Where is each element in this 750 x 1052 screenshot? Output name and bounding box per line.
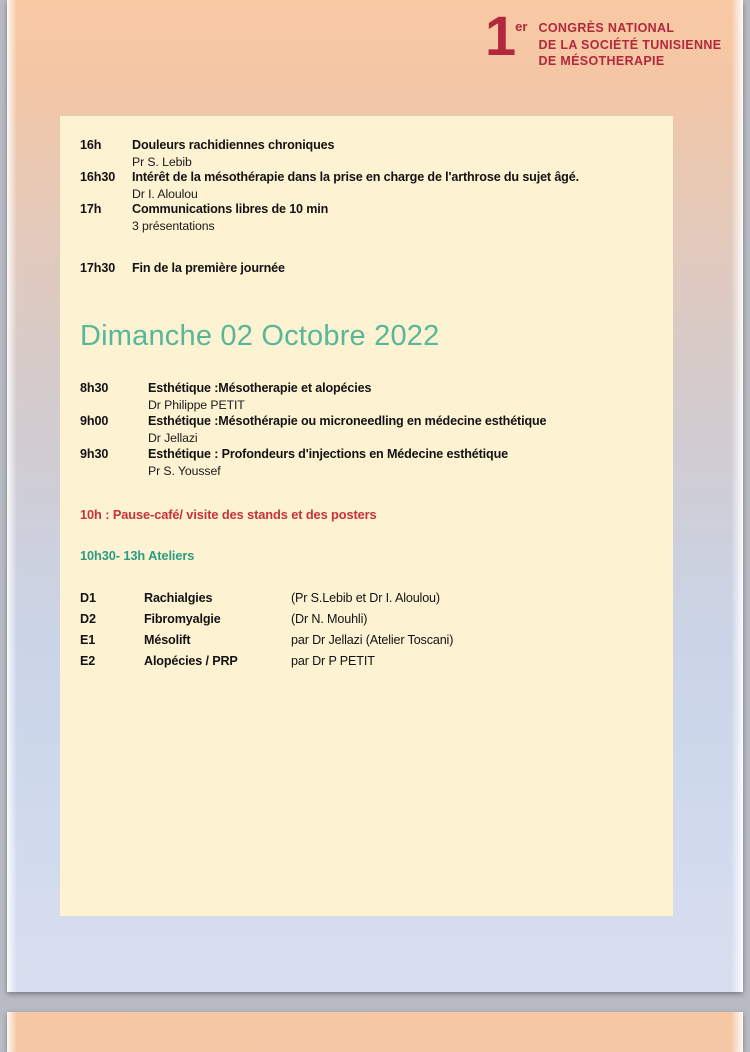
session-title: Intérêt de la mésothérapie dans la prise en charge de l'arthrose du sujet âgé. [132,170,579,184]
schedule-row [80,381,659,395]
session-speaker: 3 présentations [132,219,215,233]
logo-ordinal-suffix: er [515,19,528,34]
logo-title-line-2: DE LA SOCIÉTÉ TUNISIENNE [538,37,722,52]
schedule-row [80,414,659,428]
document-page-1 [7,0,743,992]
table-row [80,591,453,612]
schedule-row [80,170,659,184]
workshop-name: Mésolift [144,633,191,647]
schedule-item [80,138,659,169]
table-row [80,654,453,675]
closing-title: Fin de la première journée [132,261,285,275]
session-time: 17h [80,202,102,216]
schedule-row [80,202,659,216]
workshop-facilitator: par Dr Jellazi (Atelier Toscani) [291,633,454,647]
workshop-code: D1 [80,591,96,605]
workshop-code: E2 [80,654,96,668]
table-row [80,612,453,633]
document-page-2 [7,1012,743,1052]
logo-title-line-1: CONGRÈS NATIONAL [538,21,675,35]
schedule-item [80,381,659,412]
session-title: Esthétique : Profondeurs d'injections en Médecine esthétique [148,447,508,461]
sunday-schedule-block [80,381,659,478]
coffee-break-line: 10h : Pause-café/ visite des stands et des posters [80,507,377,522]
schedule-row [80,447,659,461]
workshop-facilitator: (Dr N. Mouhli) [291,612,368,626]
schedule-item [80,447,659,478]
congress-logo [485,4,722,70]
session-title: Esthétique :Mésotherapie et alopécies [148,381,372,395]
session-time: 9h30 [80,447,109,461]
saturday-schedule-block [80,138,659,275]
session-speaker: Pr S. Lebib [132,155,192,169]
table-row [80,633,453,654]
schedule-item [80,414,659,445]
schedule-item [80,202,659,233]
programme-content [80,138,659,675]
workshops-table [80,591,453,675]
programme-panel [60,116,673,916]
session-time: 9h00 [80,414,109,428]
workshop-name: Rachialgies [144,591,213,605]
workshop-name: Alopécies / PRP [144,654,238,668]
workshop-facilitator: par Dr P PETIT [291,654,375,668]
session-title: Esthétique :Mésothérapie ou microneedling en médecine esthétique [148,414,547,428]
workshop-facilitator: (Pr S.Lebib et Dr I. Aloulou) [291,591,440,605]
logo-ordinal-number: 1 [485,4,515,67]
sunday-date-heading: Dimanche 02 Octobre 2022 [80,320,440,352]
closing-time: 17h30 [80,261,116,275]
session-speaker: Dr I. Aloulou [132,187,198,201]
session-speaker: Dr Jellazi [148,431,198,445]
schedule-item [80,170,659,201]
workshops-heading: 10h30- 13h Ateliers [80,548,195,563]
session-time: 16h [80,138,102,152]
session-speaker: Pr S. Youssef [148,464,221,478]
workshop-code: E1 [80,633,96,647]
session-time: 8h30 [80,381,109,395]
session-time: 16h30 [80,170,116,184]
session-title: Douleurs rachidiennes chroniques [132,138,335,152]
session-speaker: Dr Philippe PETIT [148,398,245,412]
workshop-code: D2 [80,612,96,626]
schedule-row [80,138,659,152]
session-title: Communications libres de 10 min [132,202,329,216]
logo-title-block [538,20,721,70]
page-2-background-gradient [7,1012,743,1052]
workshop-name: Fibromyalgie [144,612,221,626]
day-closing-row [80,261,659,275]
logo-title-line-3: DE MÉSOTHERAPIE [538,54,665,68]
